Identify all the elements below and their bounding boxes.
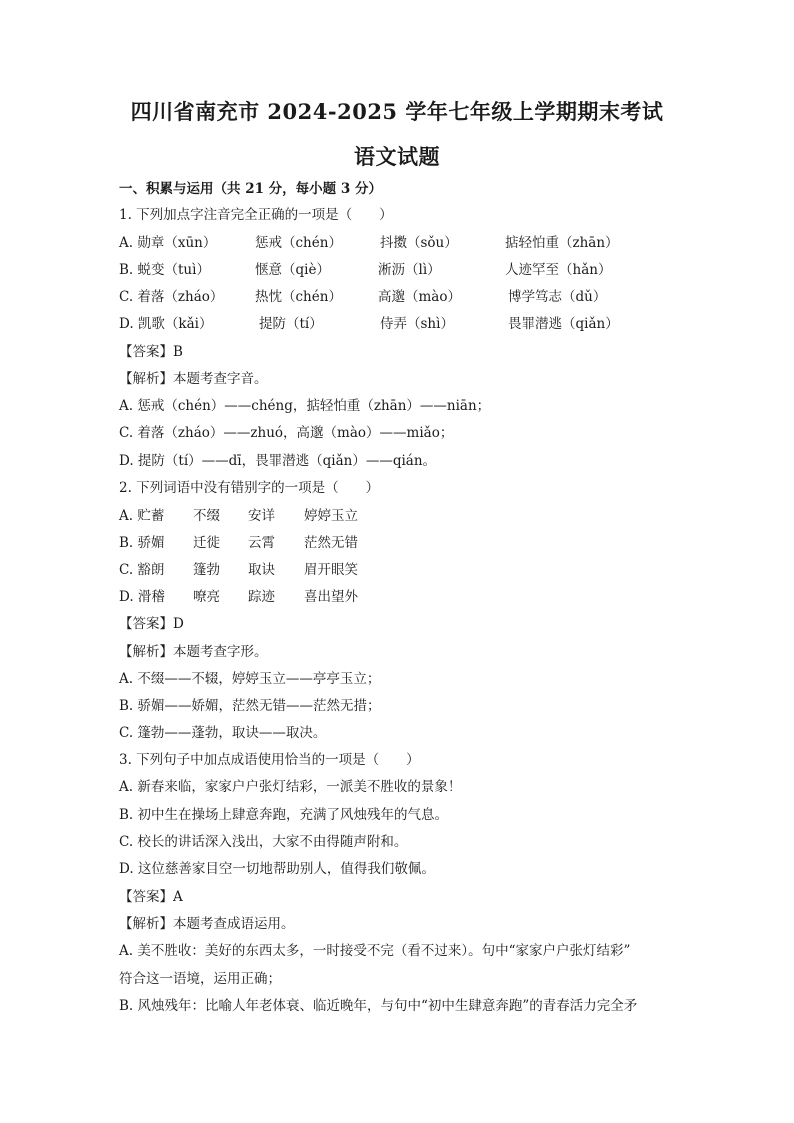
q2-option-d-3: 踪迹 [248,589,275,605]
q3-note-3: B. 风烛残年：比喻人年老体衰、临近晚年，与句中“初中生肆意奔跑”的青春活力完全矛 [119,998,638,1014]
q3-note-1: A. 美不胜收：美好的东西太多，一时接受不完（看不过来）。句中“家家户户张灯结彩” [119,943,631,959]
q2-answer: 【答案】D [119,616,184,632]
q1-option-a-3: 抖擞（sǒu） [380,235,458,251]
q1-option-d-3: 侍弄（shì） [380,316,454,332]
q1-option-b-2: 惬意（qiè） [255,262,330,278]
q2-option-d-1: D. 滑稽 [119,589,165,605]
q2-note-2: B. 骄媚——娇媚，茫然无错——茫然无措； [119,698,381,714]
q2-option-b-2: 迁徙 [193,535,220,551]
q3-note-2: 符合这一语境，运用正确； [119,971,281,987]
q1-option-a-4: 掂轻怕重（zhān） [505,235,619,251]
q2-option-c-3: 取诀 [248,562,275,578]
q3-option-c: C. 校长的讲话深入浅出，大家不由得随声附和。 [119,834,408,850]
q2-option-c-2: 篷勃 [193,562,220,578]
q1-option-c-4: 博学笃志（dǔ） [508,289,607,305]
q1-option-d-2: 提防（tí） [259,316,323,332]
q1-note-3: D. 提防（tí）——dī，畏罪潜逃（qiǎn）——qián。 [119,453,437,469]
q3-answer: 【答案】A [119,889,183,905]
q2-option-b-1: B. 骄媚 [119,535,165,551]
q1-option-d-4: 畏罪潜逃（qiǎn） [508,316,619,332]
q1-option-c-1: C. 着落（zháo） [119,289,224,305]
q1-option-b-1: B. 蜕变（tuì） [119,262,210,278]
q1-option-b-4: 人迹罕至（hǎn） [505,262,612,278]
q2-option-a-3: 安详 [248,508,275,524]
q2-option-c-1: C. 豁朗 [119,562,165,578]
q2-option-a-4: 婷婷玉立 [304,508,358,524]
q2-note-1: A. 不缀——不辍，婷婷玉立——亭亭玉立； [119,671,381,687]
question-3-stem: 3. 下列句子中加点成语使用恰当的一项是（ ） [119,752,420,768]
q2-option-b-3: 云霄 [248,535,275,551]
document-title: 四川省南充市 2024-2025 学年七年级上学期期末考试 [130,99,664,124]
document-subtitle: 语文试题 [354,144,440,169]
q2-analysis: 【解析】本题考查字形。 [119,644,268,660]
q1-option-b-3: 淅沥（lì） [378,262,441,278]
q2-option-b-4: 茫然无错 [304,535,358,551]
question-1-stem: 1. 下列加点字注音完全正确的一项是（ ） [119,207,393,223]
q1-note-2: C. 着落（zháo）——zhuó，高邈（mào）——miǎo； [119,425,454,441]
q2-option-a-1: A. 贮蓄 [119,508,165,524]
q1-analysis: 【解析】本题考查字音。 [119,371,268,387]
q2-option-d-2: 嘹亮 [193,589,220,605]
q1-answer: 【答案】B [119,344,183,360]
q3-option-d: D. 这位慈善家目空一切地帮助别人，值得我们敬佩。 [119,861,435,877]
q1-option-d-1: D. 凯歌（kǎi） [119,316,213,332]
q2-option-c-4: 眉开眼笑 [304,562,358,578]
q1-option-a-1: A. 勋章（xūn） [119,235,217,251]
q1-option-c-3: 高邈（mào） [378,289,461,305]
question-2-stem: 2. 下列词语中没有错别字的一项是（ ） [119,480,380,496]
q2-option-d-4: 喜出望外 [304,589,358,605]
q1-option-a-2: 惩戒（chén） [255,235,342,251]
q2-note-3: C. 篷勃——蓬勃，取诀——取决。 [119,725,327,741]
q3-option-b: B. 初中生在操场上肆意奔跑，充满了风烛残年的气息。 [119,807,449,823]
q2-option-a-2: 不缀 [193,508,220,524]
q1-note-1: A. 惩戒（chén）——chéng，掂轻怕重（zhān）——niān； [119,398,491,414]
section-heading: 一、积累与运用（共 21 分，每小题 3 分） [119,181,382,197]
q1-option-c-2: 热忱（chén） [255,289,342,305]
q3-analysis: 【解析】本题考查成语运用。 [119,916,295,932]
q3-option-a: A. 新春来临，家家户户张灯结彩，一派美不胜收的景象！ [119,779,462,795]
